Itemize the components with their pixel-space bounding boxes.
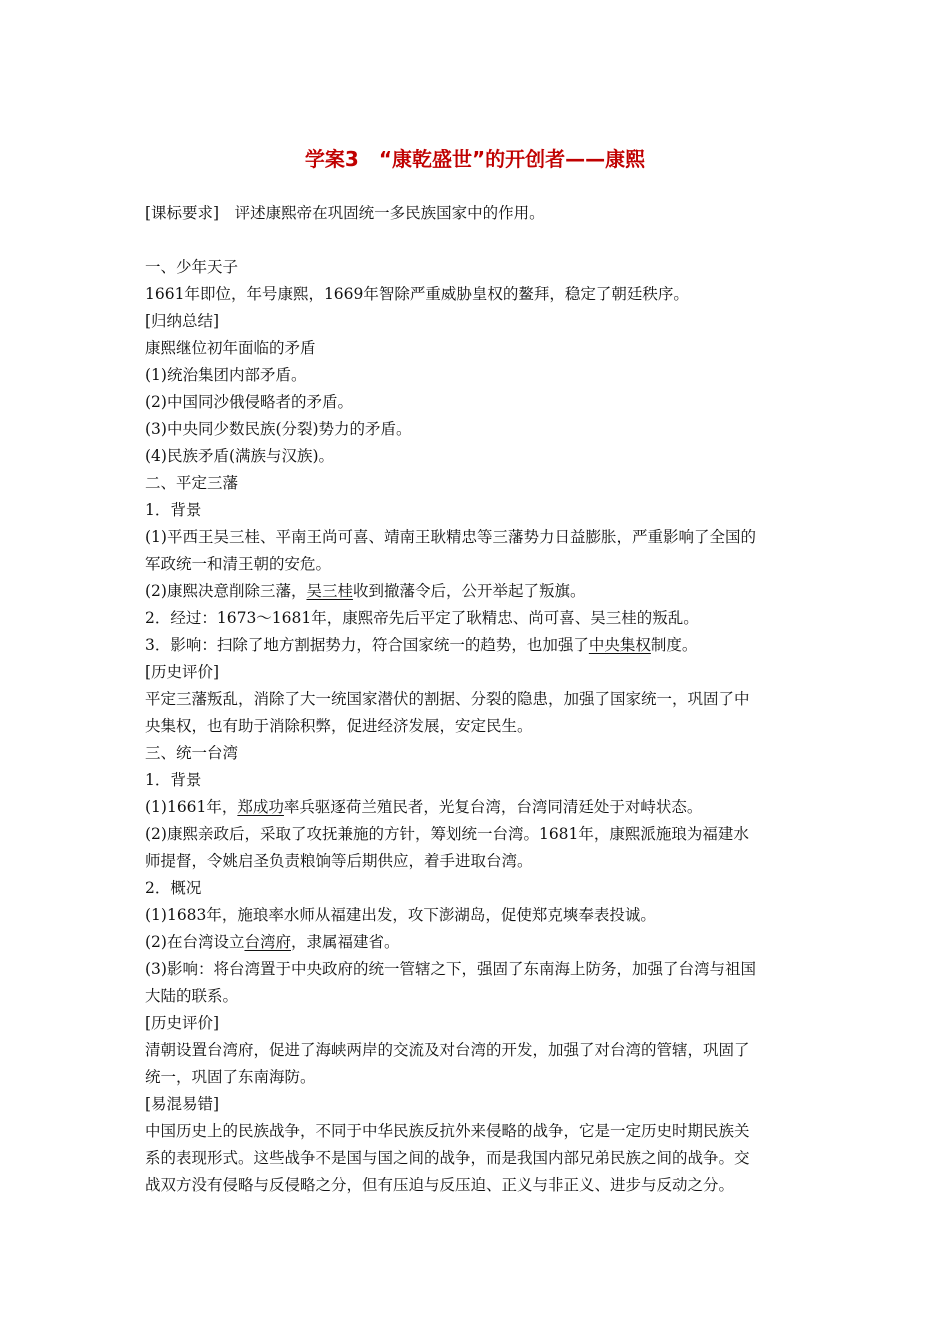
text-segment: (1)1661年， [145,798,238,816]
spacer [145,227,810,254]
evaluation-tag: [历史评价] [145,663,220,681]
text-segment: (2)在台湾设立 [145,933,245,951]
section-1-heading: 一、少年天子 [145,258,239,276]
text-segment: ，隶属福建省。 [290,933,400,951]
text-segment: 收到撤藩令后，公开举起了叛旗。 [352,582,586,600]
summary-title: 康熙继位初年面临的矛盾 [145,339,316,357]
section-3-background-1 [145,794,810,821]
section-3-overview-3-cont: 大陆的联系。 [145,987,239,1005]
title-prefix: 学案3 [304,147,379,171]
text-segment: (2)康熙决意削除三藩， [145,582,307,600]
requirement-text: 评述康熙帝在巩固统一多民族国家中的作用。 [219,204,545,222]
summary-item: (1)统治集团内部矛盾。 [145,366,307,384]
requirement-line [145,200,810,227]
underlined-term: 吴三桂 [306,582,353,600]
document-body [145,200,810,1199]
underlined-term: 台湾府 [244,933,291,951]
summary-item: (4)民族矛盾(满族与汉族)。 [145,447,335,465]
section-2-background-1: (1)平西王吴三桂、平南王尚可喜、靖南王耿精忠等三藩势力日益膨胀，严重影响了全国的 [145,528,756,546]
section-2-process: 2．经过：1673～1681年，康熙帝先后平定了耿精忠、尚可喜、吴三桂的叛乱。 [145,609,699,627]
summary-item: (2)中国同沙俄侵略者的矛盾。 [145,393,353,411]
section-3-overview-2 [145,929,810,956]
section-3-evaluation-cont: 统一，巩固了东南海防。 [145,1068,316,1086]
underlined-term: 郑成功 [237,798,284,816]
evaluation-tag: [历史评价] [145,1014,220,1032]
section-2-heading: 二、平定三藩 [145,474,239,492]
section-3-background-heading: 1．背景 [145,771,202,789]
section-3-overview-1: (1)1683年，施琅率水师从福建出发，攻下澎湖岛，促使郑克塽奉表投诚。 [145,906,656,924]
section-1-paragraph: 1661年即位，年号康熙，1669年智除严重威胁皇权的鳌拜，稳定了朝廷秩序。 [145,285,689,303]
text-segment: 3．影响：扫除了地方割据势力，符合国家统一的趋势，也加强了 [145,636,589,654]
summary-tag: [归纳总结] [145,312,220,330]
section-3-evaluation: 清朝设置台湾府，促进了海峡两岸的交流及对台湾的开发，加强了对台湾的管辖，巩固了 [145,1041,750,1059]
confusion-text-cont: 系的表现形式。这些战争不是国与国之间的战争，而是我国内部兄弟民族之间的战争。交 [145,1149,750,1167]
section-3-overview-3: (3)影响：将台湾置于中央政府的统一管辖之下，强固了东南海上防务，加强了台湾与祖国 [145,960,756,978]
page-title [0,145,950,173]
confusion-text: 中国历史上的民族战争，不同于中华民族反抗外来侵略的战争，它是一定历史时期民族关 [145,1122,750,1140]
underlined-term: 中央集权 [588,636,651,654]
section-2-evaluation: 平定三藩叛乱，消除了大一统国家潜伏的割据、分裂的隐患，加强了国家统一，巩固了中 [145,690,750,708]
section-2-evaluation-cont: 央集权，也有助于消除积弊，促进经济发展，安定民生。 [145,717,533,735]
summary-item: (3)中央同少数民族(分裂)势力的矛盾。 [145,420,412,438]
section-2-background-heading: 1．背景 [145,501,202,519]
section-3-background-2-cont: 师提督，令姚启圣负责粮饷等后期供应，着手进取台湾。 [145,852,533,870]
section-3-background-2: (2)康熙亲政后，采取了攻抚兼施的方针，筹划统一台湾。1681年，康熙派施琅为福建水 [145,825,749,843]
confusion-text-cont: 战双方没有侵略与反侵略之分，但有压迫与反压迫、正义与非正义、进步与反动之分。 [145,1176,735,1194]
section-2-background-1-cont: 军政统一和清王朝的安危。 [145,555,332,573]
title-main: “康乾盛世”的开创者——康熙 [378,147,646,171]
requirement-tag: [课标要求] [145,204,220,222]
confusion-tag: [易混易错] [145,1095,220,1113]
text-segment: 率兵驱逐荷兰殖民者，光复台湾，台湾同清廷处于对峙状态。 [283,798,703,816]
text-segment: 制度。 [650,636,698,654]
section-3-overview-heading: 2．概况 [145,879,202,897]
section-2-impact [145,632,810,659]
section-3-heading: 三、统一台湾 [145,744,239,762]
section-2-background-2 [145,578,810,605]
